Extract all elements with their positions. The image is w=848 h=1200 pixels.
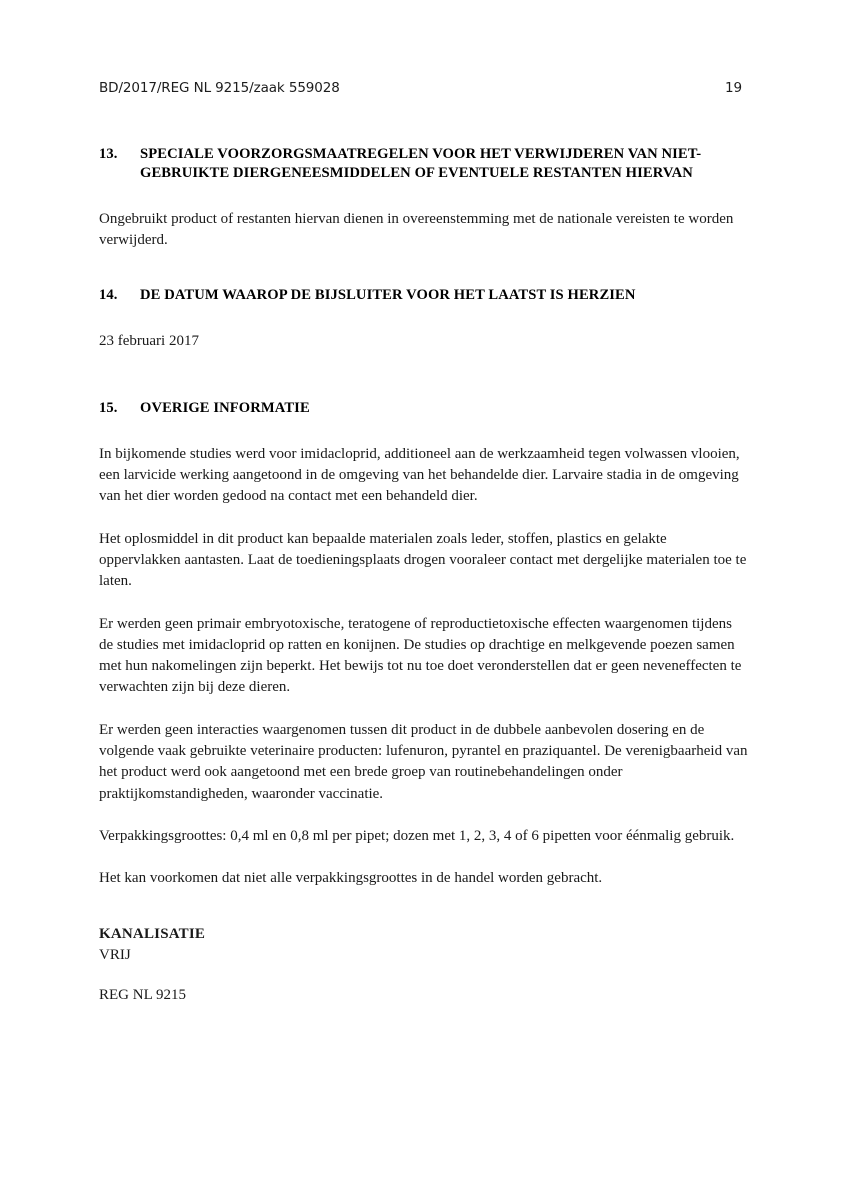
section-heading-13 xyxy=(99,145,748,183)
spacer xyxy=(99,352,748,399)
section-title-13: SPECIALE VOORZORGSMAATREGELEN VOOR HET VERWIJDEREN VAN NIET-GEBRUIKTE DIERGENEESMIDDELEN OF EVENTUELE RESTANTEN HIERVAN xyxy=(140,146,702,181)
page-header xyxy=(99,80,742,96)
closing-block xyxy=(99,924,748,1007)
section-number-14: 14. xyxy=(99,286,118,303)
section-number-15: 15. xyxy=(99,399,118,416)
document-body xyxy=(99,145,748,1006)
spacer xyxy=(99,966,748,985)
kanalisatie-label: KANALISATIE xyxy=(99,925,206,942)
spacer xyxy=(99,183,748,209)
section-15-paragraph-2: Het oplosmiddel in dit product kan bepaalde materialen zoals leder, stoffen, plastics en gelakte oppervlakken aantasten. Laat de toedieningsplaats drogen vooraleer contact met dergelijke materialen toe te laten. xyxy=(99,530,747,590)
spacer xyxy=(99,252,748,286)
spacer xyxy=(99,890,748,924)
kanalisatie-value: VRIJ xyxy=(99,946,131,963)
spacer xyxy=(99,418,748,444)
section-15-paragraph-4: Er werden geen interacties waargenomen tussen dit product in de dubbele aanbevolen dosering en de volgende vaak gebruikte veterinaire producten: lufenuron, pyrantel en praziquantel. De verenigbaarheid van het product werd ook aangetoond met een brede groep van routinebehandelingen onder praktijkomstandigheden, waaronder vaccinatie. xyxy=(99,721,748,802)
page-number: 19 xyxy=(725,80,742,96)
section-13-paragraph: Ongebruikt product of restanten hiervan dienen in overeenstemming met de nationale vereisten te worden verwijderd. xyxy=(99,210,734,249)
section-title-15: OVERIGE INFORMATIE xyxy=(140,399,310,416)
section-15-paragraph-3: Er werden geen primair embryotoxische, teratogene of reproductietoxische effecten waargenomen tijdens de studies met imidacloprid op ratten en konijnen. De studies op drachtige en melkgevende poezen samen met hun nakomelingen zijn beperkt. Het bewijs tot nu toe doet veronderstellen dat er geen neveneffecten te verwachten zijn bij deze dieren. xyxy=(99,615,742,696)
spacer xyxy=(99,305,748,331)
section-15-paragraph-1: In bijkomende studies werd voor imidacloprid, additioneel aan de werkzaamheid tegen volwassen vlooien, een larvicide werking aangetoond in de omgeving van het behandelde dier. Larvaire stadia in de omgeving van het dier worden gedood na contact met een behandeld dier. xyxy=(99,445,740,505)
section-heading-15 xyxy=(99,399,748,418)
spacer xyxy=(99,805,748,826)
document-reference: BD/2017/REG NL 9215/zaak 559028 xyxy=(99,80,340,96)
revision-date: 23 februari 2017 xyxy=(99,332,199,349)
package-sizes-paragraph: Verpakkingsgroottes: 0,4 ml en 0,8 ml per pipet; dozen met 1, 2, 3, 4 of 6 pipetten voor éénmalig gebruik. xyxy=(99,827,735,844)
section-number-13: 13. xyxy=(99,146,118,162)
spacer xyxy=(99,847,748,868)
spacer xyxy=(99,699,748,720)
registration-number: REG NL 9215 xyxy=(99,987,186,1004)
spacer xyxy=(99,593,748,614)
spacer xyxy=(99,508,748,529)
section-heading-14 xyxy=(99,286,748,305)
section-title-14: DE DATUM WAAROP DE BIJSLUITER VOOR HET LAATST IS HERZIEN xyxy=(140,286,636,303)
section-15-paragraph-6: Het kan voorkomen dat niet alle verpakkingsgroottes in de handel worden gebracht. xyxy=(99,870,603,887)
